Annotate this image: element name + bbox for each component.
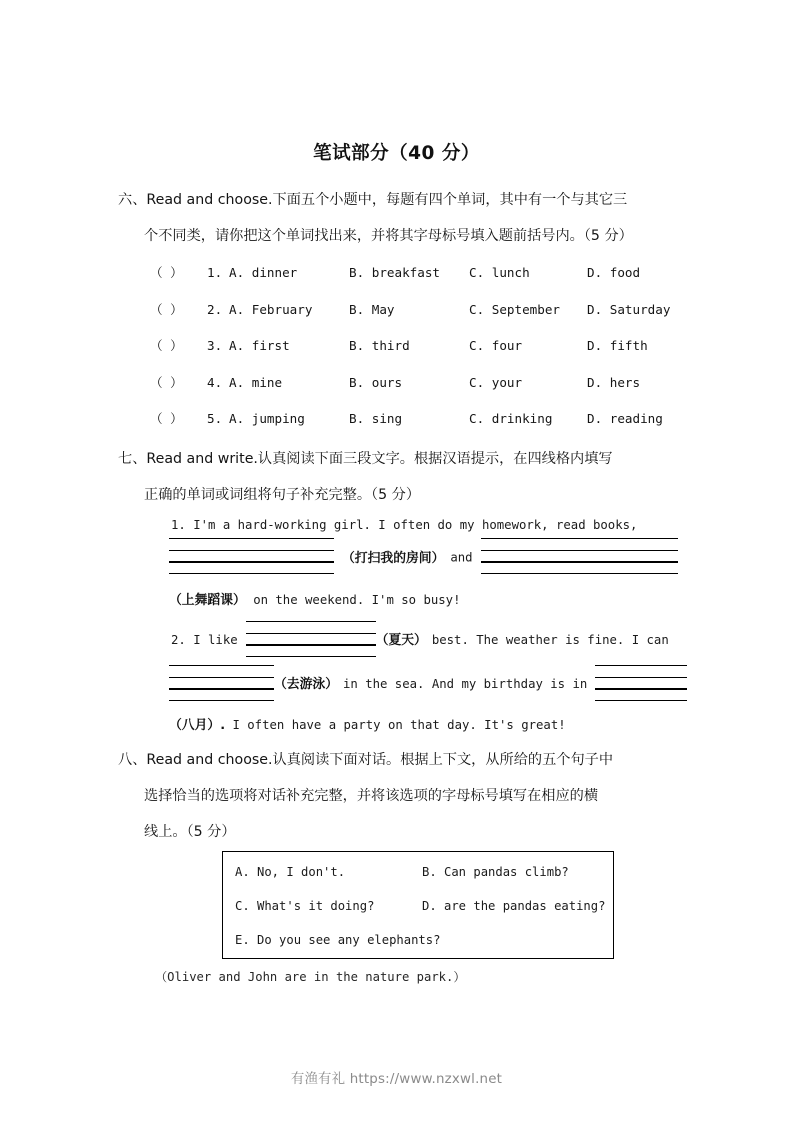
option-d[interactable]: D. are the pandas eating?	[422, 899, 606, 913]
choice-c[interactable]: C. drinking	[469, 411, 553, 426]
choice-a[interactable]: A. February	[229, 301, 313, 317]
writing-grid-blank[interactable]	[481, 536, 678, 576]
table-row[interactable]	[150, 328, 710, 365]
option-row[interactable]	[223, 889, 613, 923]
item-number: 4.	[207, 374, 223, 390]
section-eight-prompt-line3: 线上。（5 分）	[144, 824, 236, 840]
option-a[interactable]: A. No, I don't.	[235, 865, 346, 879]
choice-b[interactable]: B. sing	[349, 411, 403, 426]
option-e[interactable]: E. Do you see any elephants?	[235, 933, 441, 947]
item-number: 1.	[207, 265, 223, 280]
section-six-prompt-line2: 个不同类，请你把这个单词找出来，并将其字母标号填入题前括号内。（5 分）	[144, 228, 633, 244]
option-b[interactable]: B. Can pandas climb?	[422, 865, 569, 879]
choice-c[interactable]: C. your	[469, 374, 523, 390]
section-eight-number: 八、	[118, 752, 147, 768]
writing-grid-blank[interactable]	[595, 663, 687, 703]
answer-bracket[interactable]: （ ）	[150, 265, 183, 280]
table-row[interactable]	[150, 255, 710, 292]
choice-c[interactable]: C. September	[469, 301, 560, 317]
question-1-hint-1: （打扫我的房间）	[342, 550, 445, 566]
writing-grid-blank[interactable]	[169, 663, 274, 703]
question-2-text-a: I like	[193, 633, 238, 647]
table-row[interactable]	[150, 292, 710, 329]
question-2-hint-1: （夏天）	[375, 633, 427, 648]
section-six	[118, 182, 683, 254]
item-number: 3.	[207, 338, 223, 353]
choice-b[interactable]: B. breakfast	[349, 265, 440, 280]
choice-d[interactable]: D. fifth	[587, 338, 648, 353]
answer-bracket[interactable]: （ ）	[150, 301, 183, 317]
footer-watermark: 有渔有礼 https://www.nzxwl.net	[290, 1072, 503, 1087]
section-eight-prompt-line1: Read and choose.认真阅读下面对话。根据上下文，从所给的五个句子中	[146, 752, 614, 768]
option-row[interactable]	[223, 923, 613, 957]
answer-bracket[interactable]: （ ）	[150, 411, 183, 426]
section-eight	[118, 742, 683, 850]
answer-bracket[interactable]: （ ）	[150, 338, 183, 353]
choice-b[interactable]: B. May	[349, 301, 395, 317]
section-seven-number: 七、	[118, 451, 147, 467]
question-1-hint-2: （上舞蹈课）	[169, 593, 246, 608]
writing-grid-blank[interactable]	[246, 619, 376, 659]
item-number: 2.	[207, 301, 223, 317]
choice-d[interactable]: D. Saturday	[587, 301, 671, 317]
choice-a[interactable]: A. jumping	[229, 411, 305, 426]
question-1-mid-text: and	[450, 550, 473, 565]
choice-a[interactable]: A. first	[229, 338, 290, 353]
question-1-text-b: on the weekend. I'm so busy!	[253, 593, 461, 607]
question-2-text-c: in the sea. And my birthday is in	[342, 677, 588, 691]
choice-a[interactable]: A. mine	[229, 374, 283, 390]
page-title: 笔试部分（40 分）	[313, 143, 480, 164]
question-1-line-3	[155, 589, 700, 615]
writing-grid-blank[interactable]	[169, 536, 334, 576]
choice-a[interactable]: A. dinner	[229, 265, 298, 280]
section-seven	[118, 441, 683, 513]
table-row[interactable]	[150, 401, 710, 438]
question-1-text-a: I'm a hard-working girl. I often do my homework, read books,	[193, 518, 638, 532]
question-2-hint-3: （八月）.	[169, 718, 226, 733]
section-six-number: 六、	[118, 192, 147, 208]
item-number: 5.	[207, 411, 223, 426]
choice-d[interactable]: D. food	[587, 265, 641, 280]
section-six-prompt	[118, 182, 683, 254]
option-c[interactable]: C. What's it doing?	[235, 899, 375, 913]
section-seven-prompt-line2: 正确的单词或词组将句子补充完整。（5 分）	[144, 487, 421, 503]
choice-c[interactable]: C. four	[469, 338, 523, 353]
section-six-choice-list	[150, 255, 710, 438]
question-2-text-d: I often have a party on that day. It's great!	[232, 718, 566, 732]
section-seven-body	[155, 518, 700, 740]
section-seven-prompt-line1: Read and write.认真阅读下面三段文字。根据汉语提示，在四线格内填写	[146, 451, 613, 467]
question-2-line-1	[155, 622, 700, 666]
option-row[interactable]	[223, 855, 613, 889]
question-1-line-2	[155, 540, 700, 584]
question-2-line-2	[155, 666, 700, 710]
question-2-text-b: best. The weather is fine. I can	[431, 633, 669, 647]
question-2-hint-2: （去游泳）	[274, 677, 338, 692]
section-eight-prompt-line2: 选择恰当的选项将对话补充完整，并将该选项的字母标号填写在相应的横	[144, 788, 599, 804]
section-eight-prompt	[118, 742, 683, 850]
question-2-number: 2.	[171, 633, 186, 647]
question-2-line-3	[155, 714, 700, 740]
option-box	[222, 851, 614, 959]
answer-bracket[interactable]: （ ）	[150, 374, 183, 390]
choice-b[interactable]: B. ours	[349, 374, 403, 390]
choice-c[interactable]: C. lunch	[469, 265, 530, 280]
section-seven-prompt	[118, 441, 683, 513]
dialog-context-note: （Oliver and John are in the nature park.）	[155, 970, 466, 984]
choice-d[interactable]: D. hers	[587, 374, 641, 390]
choice-d[interactable]: D. reading	[587, 411, 663, 426]
question-1-number: 1.	[171, 518, 186, 532]
section-six-prompt-line1: Read and choose.下面五个小题中，每题有四个单词，其中有一个与其它三	[146, 192, 628, 208]
table-row[interactable]	[150, 365, 710, 402]
choice-b[interactable]: B. third	[349, 338, 410, 353]
